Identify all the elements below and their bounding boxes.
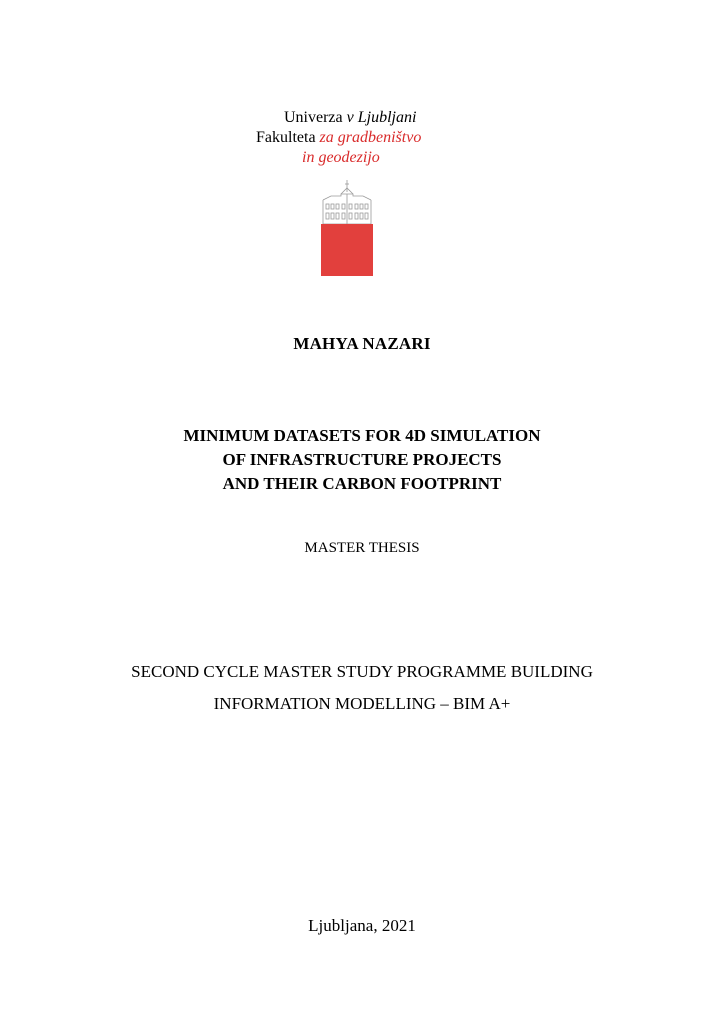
study-programme-line: SECOND CYCLE MASTER STUDY PROGRAMME BUILDING [131,662,593,681]
faculty-name-part2: in geodezijo [302,149,380,166]
university-name-prefix: Univerza [284,109,347,126]
university-building-logo-icon [321,178,373,276]
author-name: MAHYA NAZARI [293,334,431,353]
thesis-title-line: MINIMUM DATASETS FOR 4D SIMULATION [183,426,541,445]
thesis-title [0,424,724,496]
university-header [0,108,724,168]
faculty-name [0,128,724,148]
faculty-name-prefix: Fakulteta [256,129,320,146]
university-name [0,108,724,128]
thesis-title-line: OF INFRASTRUCTURE PROJECTS [222,450,502,469]
faculty-name-part1: za gradbeništvo [319,129,422,146]
study-programme-line: INFORMATION MODELLING – BIM A+ [213,694,511,713]
thesis-type: MASTER THESIS [304,540,420,556]
study-programme [0,656,724,720]
thesis-title-line: AND THEIR CARBON FOOTPRINT [222,474,502,493]
university-name-city: v Ljubljani [346,109,417,126]
place-and-date: Ljubljana, 2021 [308,916,416,935]
